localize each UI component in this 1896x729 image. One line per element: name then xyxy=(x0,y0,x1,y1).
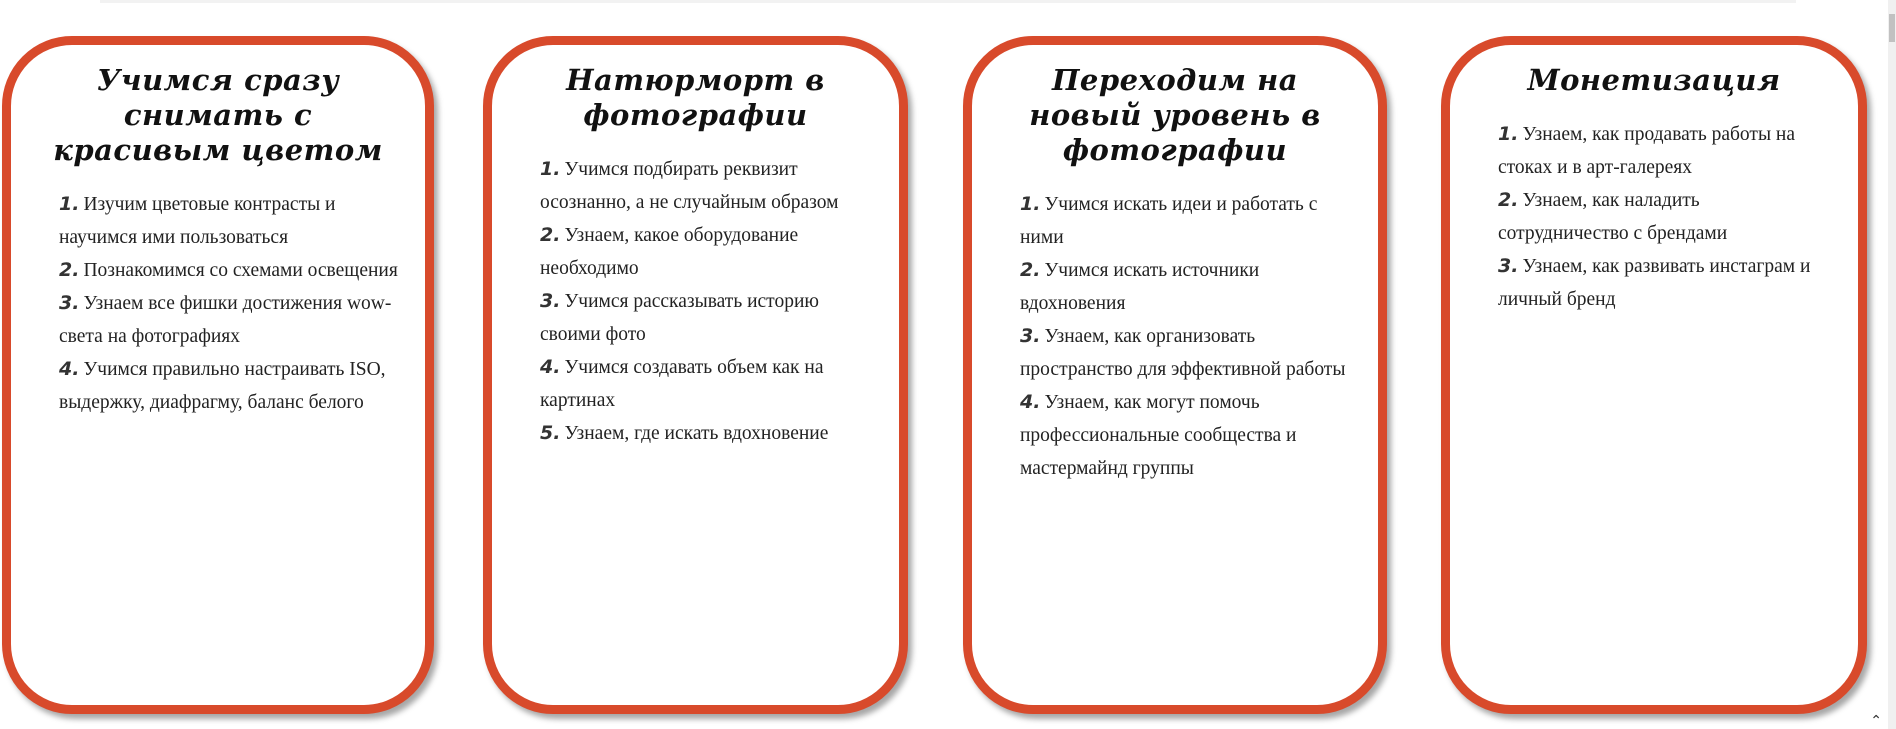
list-item: 4. Узнаем, как могут помочь профессиональные сообщества и мастермайнд группы xyxy=(1020,391,1297,479)
list-item: 1. Учимся подбирать реквизит осознанно, а не случайным образом xyxy=(540,158,839,213)
list-item: 3. Узнаем, как организовать пространство для эффективной работы xyxy=(1020,325,1346,380)
card-list xyxy=(59,188,425,419)
page-scrollbar[interactable] xyxy=(1888,0,1896,729)
list-item: 2. Узнаем, как наладить сотрудничество с брендами xyxy=(1498,189,1728,244)
card-title: Натюрморт в фотографии xyxy=(566,63,825,132)
list-item: 4. Учимся создавать объем как на картинах xyxy=(540,356,824,411)
list-item: 3. Учимся рассказывать историю своими фото xyxy=(540,290,819,345)
list-item: 2. Учимся искать источники вдохновения xyxy=(1020,259,1260,314)
card-title: Монетизация xyxy=(1527,63,1781,97)
top-divider xyxy=(100,0,1796,3)
list-item: 3. Узнаем все фишки достижения wow-света на фотографиях xyxy=(59,292,392,347)
card-title: Учимся сразу снимать с красивым цветом xyxy=(53,63,383,167)
course-card-new-level xyxy=(963,36,1387,714)
card-title: Переходим на новый уровень в фотографии xyxy=(1029,63,1321,167)
list-item: 1. Учимся искать идеи и работать с ними xyxy=(1020,193,1318,248)
list-item: 1. Изучим цветовые контрасты и научимся ими пользоваться xyxy=(59,193,336,248)
card-list xyxy=(540,153,899,450)
list-item: 1. Узнаем, как продавать работы на стоках и в арт-галереях xyxy=(1498,123,1796,178)
list-item: 5. Узнаем, где искать вдохновение xyxy=(540,422,829,444)
list-item: 2. Узнаем, какое оборудование необходимо xyxy=(540,224,799,279)
list-item: 2. Познакомимся со схемами освещения xyxy=(59,259,398,281)
scroll-up-caret-icon[interactable]: ⌃ xyxy=(1870,713,1882,729)
course-card-monetization xyxy=(1441,36,1867,714)
card-list xyxy=(1020,188,1378,485)
card-list xyxy=(1498,118,1858,316)
course-card-color xyxy=(2,36,434,714)
list-item: 3. Узнаем, как развивать инстаграм и личный бренд xyxy=(1498,255,1811,310)
scrollbar-thumb[interactable] xyxy=(1889,14,1895,42)
list-item: 4. Учимся правильно настраивать ISO, выдержку, диафрагму, баланс белого xyxy=(59,358,386,413)
course-card-still-life xyxy=(483,36,908,714)
